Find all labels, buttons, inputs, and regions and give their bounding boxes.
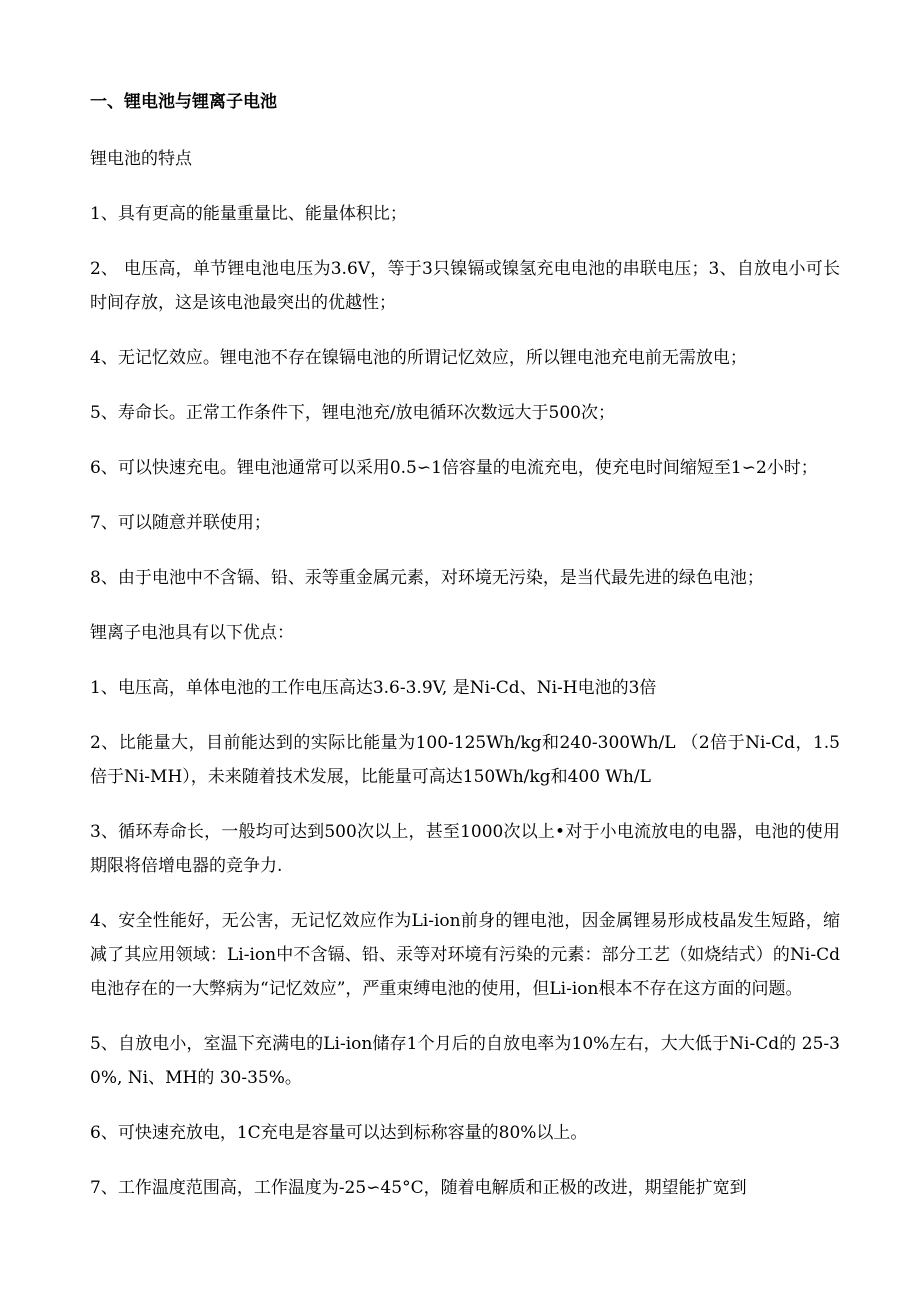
paragraph: 4、安全性能好，无公害，无记忆效应作为Li-ion前身的锂电池，因金属锂易形成枝晶发生短路，缩减了其应用领域：Li-ion中不含镉、铅、汞等对环境有污染的元素：部分工艺（如烧结式）的Ni-Cd电池存在的一大弊病为“记忆效应”，严重束缚电池的使用，但Li-ion根本不存在这方面的问题。 [90, 911, 840, 999]
paragraph: 1、具有更高的能量重量比、能量体积比； [90, 204, 407, 224]
paragraph: 3、循环寿命长，一般均可达到500次以上，甚至1000次以上•对于小电流放电的电器，电池的使用期限将倍增电器的竞争力. [90, 822, 840, 876]
subheading-li-ion-advantages: 锂离子电池具有以下优点： [90, 623, 294, 643]
paragraph: 2、比能量大，目前能达到的实际比能量为100-125Wh/kg和240-300Wh/L （2倍于Ni-Cd，1.5倍于Ni-MH），未来随着技术发展，比能量可高达150Wh/kg和400 Wh/L [90, 733, 840, 787]
paragraph: 5、寿命长。正常工作条件下，锂电池充/放电循环次数远大于500次； [90, 403, 615, 423]
subheading-lithium-battery: 锂电池的特点 [90, 149, 192, 169]
paragraph: 6、可快速充放电，1C充电是容量可以达到标称容量的80%以上。 [90, 1123, 588, 1143]
paragraph: 6、可以快速充电。锂电池通常可以采用0.5∽1倍容量的电流充电，使充电时间缩短至1∽2小时； [90, 458, 818, 478]
paragraph: 7、工作温度范围高，工作温度为-25∽45°C，随着电解质和正极的改进，期望能扩宽到 [90, 1178, 747, 1198]
paragraph: 5、自放电小，室温下充满电的Li-ion储存1个月后的自放电率为10%左右，大大低于Ni-Cd的 25-30%, Ni、MH的 30-35%。 [90, 1034, 840, 1088]
paragraph: 8、由于电池中不含镉、铅、汞等重金属元素，对环境无污染，是当代最先进的绿色电池； [90, 568, 764, 588]
paragraph: 1、电压高，单体电池的工作电压高达3.6-3.9V, 是Ni-Cd、Ni-H电池的3倍 [90, 678, 657, 698]
paragraph: 2、 电压高，单节锂电池电压为3.6V，等于3只镍镉或镍氢充电电池的串联电压；3、自放电小可长时间存放，这是该电池最突出的优越性； [90, 259, 840, 313]
paragraph: 7、可以随意并联使用； [90, 513, 271, 533]
document-page [90, 88, 840, 1226]
section-heading: 一、锂电池与锂离子电池 [90, 92, 277, 112]
paragraph: 4、无记忆效应。锂电池不存在镍镉电池的所谓记忆效应，所以锂电池充电前无需放电； [90, 348, 747, 368]
